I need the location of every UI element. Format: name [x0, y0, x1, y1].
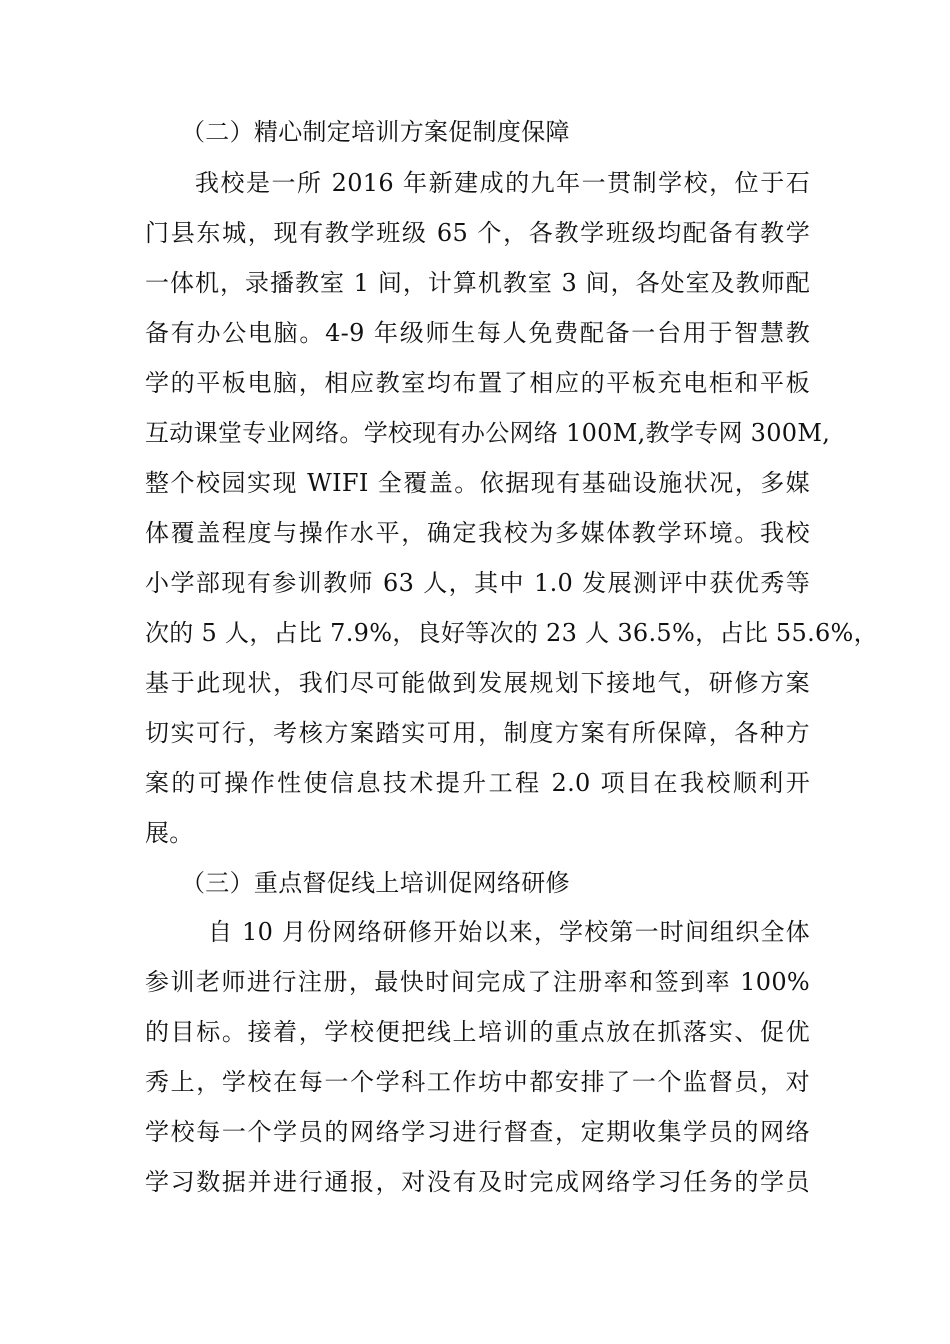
paragraph-line: 秀上，学校在每一个学科工作坊中都安排了一个监督员，对	[145, 1068, 810, 1096]
paragraph-line: 互动课堂专业网络。学校现有办公网络 100M,教学专网 300M,	[145, 419, 831, 447]
paragraph-line: 学的平板电脑，相应教室均布置了相应的平板充电柜和平板	[145, 369, 810, 397]
paragraph-line: 次的 5 人，占比 7.9%，良好等次的 23 人 36.5%，占比 55.6%，	[145, 619, 878, 647]
paragraph-line: 整个校园实现 WIFI 全覆盖。依据现有基础设施状况，多媒	[145, 469, 810, 497]
paragraph-line: 我校是一所 2016 年新建成的九年一贯制学校，位于石	[195, 169, 810, 197]
paragraph-line: 基于此现状，我们尽可能做到发展规划下接地气，研修方案	[145, 669, 810, 697]
paragraph-line: 学习数据并进行通报，对没有及时完成网络学习任务的学员	[145, 1168, 810, 1196]
paragraph-line: 备有办公电脑。4-9 年级师生每人免费配备一台用于智慧教	[145, 319, 810, 347]
paragraph-line: 小学部现有参训教师 63 人，其中 1.0 发展测评中获优秀等	[145, 569, 810, 597]
paragraph-line: 一体机，录播教室 1 间，计算机教室 3 间，各处室及教师配	[145, 269, 810, 297]
paragraph-line: 展。	[145, 819, 194, 847]
paragraph-line: 体覆盖程度与操作水平，确定我校为多媒体教学环境。我校	[145, 519, 810, 547]
paragraph-line: 门县东城，现有教学班级 65 个，各教学班级均配备有教学	[145, 219, 810, 247]
paragraph-line: 参训老师进行注册，最快时间完成了注册率和签到率 100%	[145, 968, 810, 996]
section-2-heading: （二）精心制定培训方案促制度保障	[181, 118, 570, 146]
paragraph-line: 自 10 月份网络研修开始以来，学校第一时间组织全体	[208, 918, 810, 946]
paragraph-line: 案的可操作性使信息技术提升工程 2.0 项目在我校顺利开	[145, 769, 810, 797]
paragraph-line: 的目标。接着，学校便把线上培训的重点放在抓落实、促优	[145, 1018, 810, 1046]
section-3-heading: （三）重点督促线上培训促网络研修	[181, 869, 570, 897]
paragraph-line: 学校每一个学员的网络学习进行督查，定期收集学员的网络	[145, 1118, 810, 1146]
paragraph-line: 切实可行，考核方案踏实可用，制度方案有所保障，各种方	[145, 719, 810, 747]
